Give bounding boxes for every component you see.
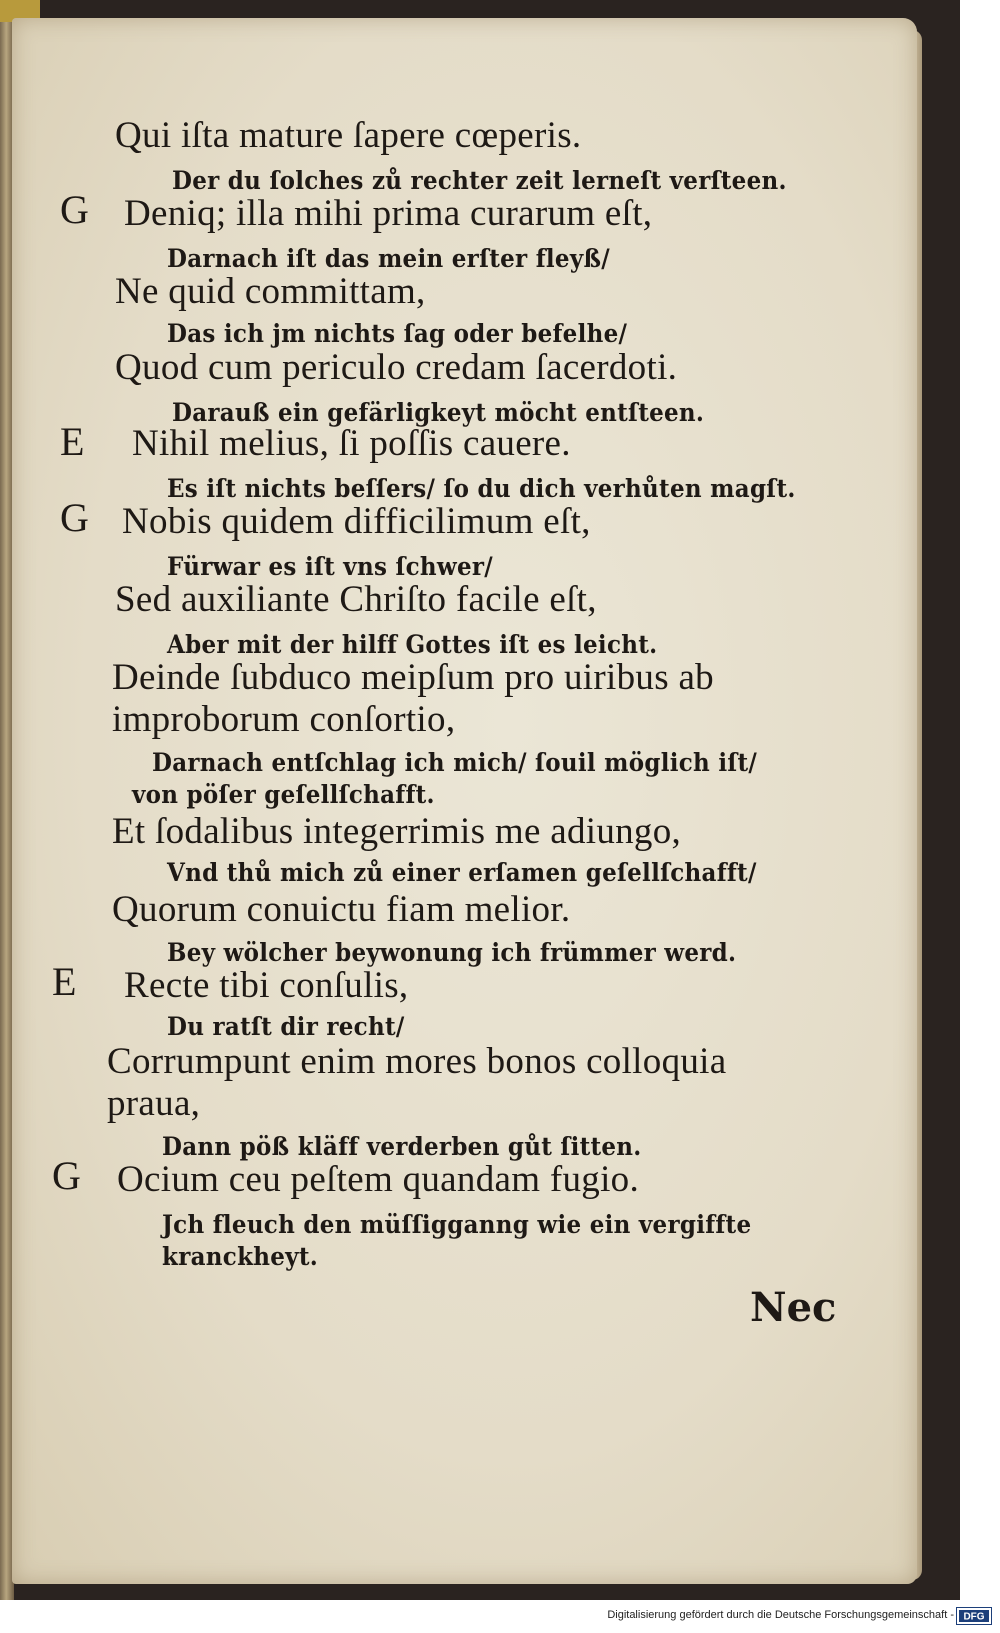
speaker-marker: E — [60, 419, 85, 464]
german-line: Bey wölcher beywonung ich frümmer werd. — [167, 938, 737, 967]
footer-bar — [0, 1600, 1000, 1633]
german-line: Darnach entſchlag ich mich/ ſouil möglich iſt/ — [152, 748, 758, 777]
latin-line: Qui iſta mature ſapere cœperis. — [115, 115, 582, 156]
latin-line: Corrumpunt enim mores bonos colloquia — [107, 1041, 727, 1082]
latin-line: praua, — [107, 1083, 201, 1124]
german-line: Dann pöß kläff verderben gůt ſitten. — [162, 1132, 642, 1161]
speaker-marker: E — [52, 959, 77, 1004]
catchword: Nec — [750, 1284, 837, 1331]
dfg-logo-icon — [959, 1610, 989, 1622]
latin-line: Deinde ſubduco meipſum pro uiribus ab — [112, 657, 714, 698]
latin-line: Quod cum periculo credam ſacerdoti. — [115, 347, 678, 388]
german-line: Darnach iſt das mein erſter fleyß/ — [167, 244, 610, 273]
german-line: Darauß ein gefärligkeyt möcht entſteen. — [172, 398, 705, 427]
german-line: von pöſer geſellſchafft. — [132, 780, 435, 809]
latin-line: Et ſodalibus integerrimis me adiungo, — [112, 811, 682, 852]
dfg-logo — [956, 1607, 992, 1625]
speaker-marker: G — [60, 187, 89, 232]
latin-line: Nobis quidem difficilimum eſt, — [122, 501, 591, 542]
latin-line: Deniq; illa mihi prima curarum eſt, — [124, 193, 653, 234]
latin-line: Ocium ceu peſtem quandam fugio. — [117, 1159, 640, 1200]
german-line: Jch fleuch den müſſigganng wie ein vergiffte — [162, 1210, 752, 1239]
latin-line: Recte tibi conſulis, — [124, 965, 409, 1006]
german-line: Du ratſt dir recht/ — [167, 1012, 405, 1041]
latin-line: Sed auxiliante Chriſto facile eſt, — [115, 579, 597, 620]
german-line: kranckheyt. — [162, 1242, 319, 1271]
german-line: Fürwar es iſt vns ſchwer/ — [167, 552, 493, 581]
german-line: Das ich jm nichts ſag oder befelhe/ — [167, 319, 628, 348]
german-line: Vnd thů mich zů einer erſamen geſellſchafft/ — [167, 858, 757, 887]
latin-line: Nihil melius, ſi poſſis cauere. — [132, 423, 571, 464]
german-line: Es iſt nichts beſſers/ ſo du dich verhůten magſt. — [167, 474, 796, 503]
latin-line: Ne quid committam, — [115, 271, 426, 312]
book-page — [12, 18, 917, 1584]
german-line: Aber mit der hilff Gottes iſt es leicht. — [167, 630, 658, 659]
funding-note: Digitalisierung gefördert durch die Deutsche Forschungsgemeinschaft - — [607, 1609, 954, 1621]
speaker-marker: G — [60, 495, 89, 540]
german-line: Der du ſolches zů rechter zeit lerneſt verſteen. — [172, 166, 787, 195]
latin-line: Quorum conuictu fiam melior. — [112, 889, 571, 930]
latin-line: improborum conſortio, — [112, 699, 456, 740]
svg-text:DFG: DFG — [963, 1611, 985, 1622]
speaker-marker: G — [52, 1153, 81, 1198]
